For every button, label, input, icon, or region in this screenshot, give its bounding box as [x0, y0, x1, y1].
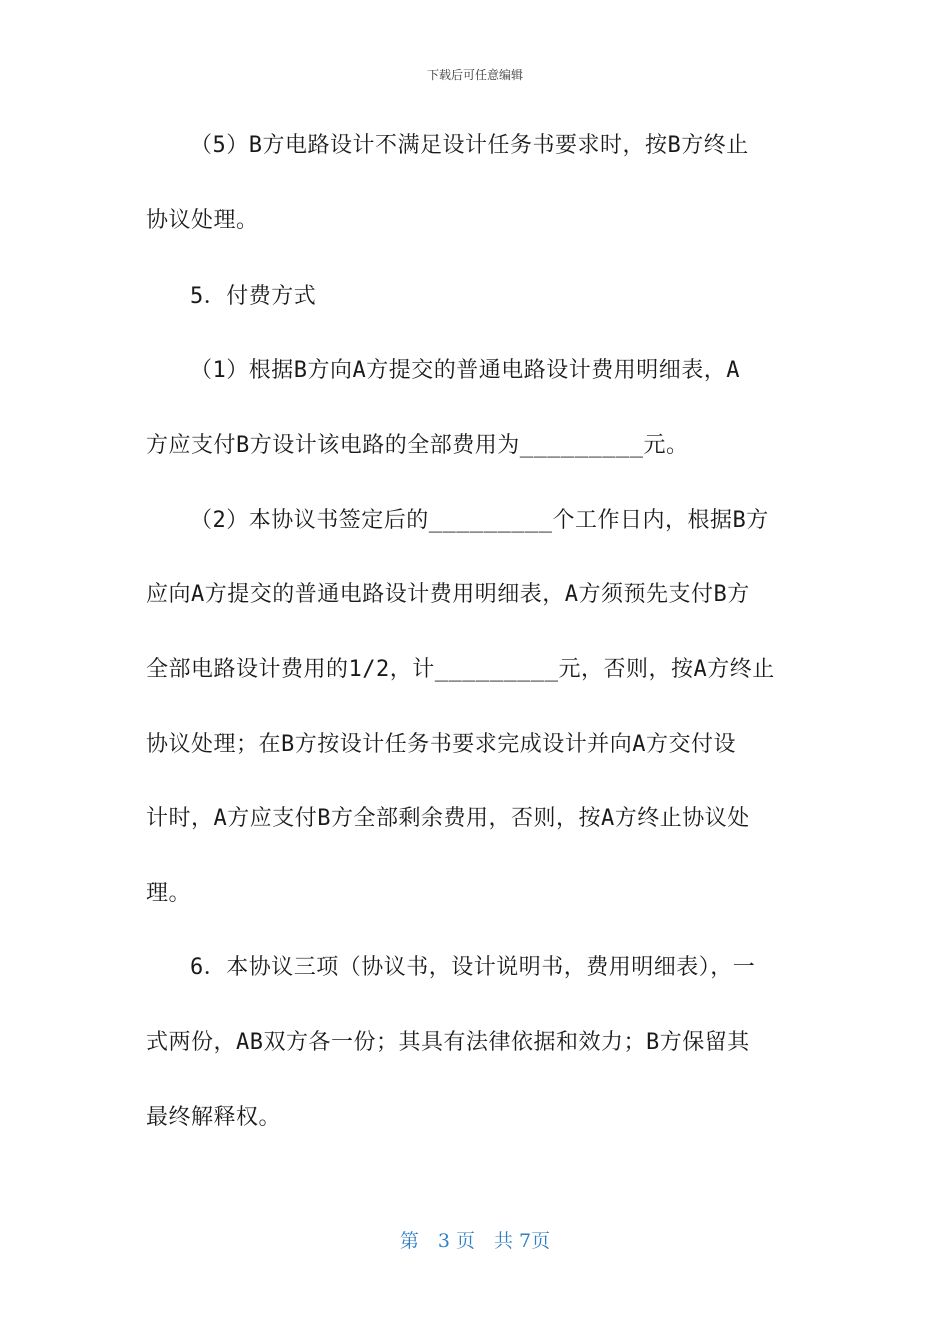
page-footer: [0, 1226, 950, 1253]
body-line: 应向A方提交的普通电路设计费用明细表，A方须预先支付B方: [146, 582, 750, 607]
section-heading: 6．本协议三项（协议书，设计说明书，费用明细表），一: [190, 955, 756, 980]
body-line: 计时，A方应支付B方全部剩余费用，否则，按A方终止协议处: [146, 806, 750, 831]
body-line: 方应支付B方设计该电路的全部费用为_________元。: [146, 433, 689, 458]
body-line: 式两份，AB双方各一份；其具有法律依据和效力；B方保留其: [146, 1030, 750, 1055]
body-line: （1）根据B方向A方提交的普通电路设计费用明细表，A: [190, 358, 740, 383]
section-heading: 5．付费方式: [190, 284, 317, 309]
body-line: 最终解释权。: [146, 1105, 282, 1130]
body-line: 理。: [146, 881, 192, 906]
body-line: 协议处理。: [146, 208, 259, 233]
body-line: （5）B方电路设计不满足设计任务书要求时，按B方终止: [190, 133, 749, 158]
body-line: 全部电路设计费用的1/2，计_________元，否则，按A方终止: [146, 657, 775, 682]
body-line: （2）本协议书签定后的_________个工作日内，根据B方: [190, 508, 769, 533]
page-header: 下载后可任意编辑: [426, 68, 523, 82]
page-number: 第 3 页 共 7页: [399, 1230, 551, 1252]
body-line: 协议处理；在B方按设计任务书要求完成设计并向A方交付设: [146, 732, 736, 757]
